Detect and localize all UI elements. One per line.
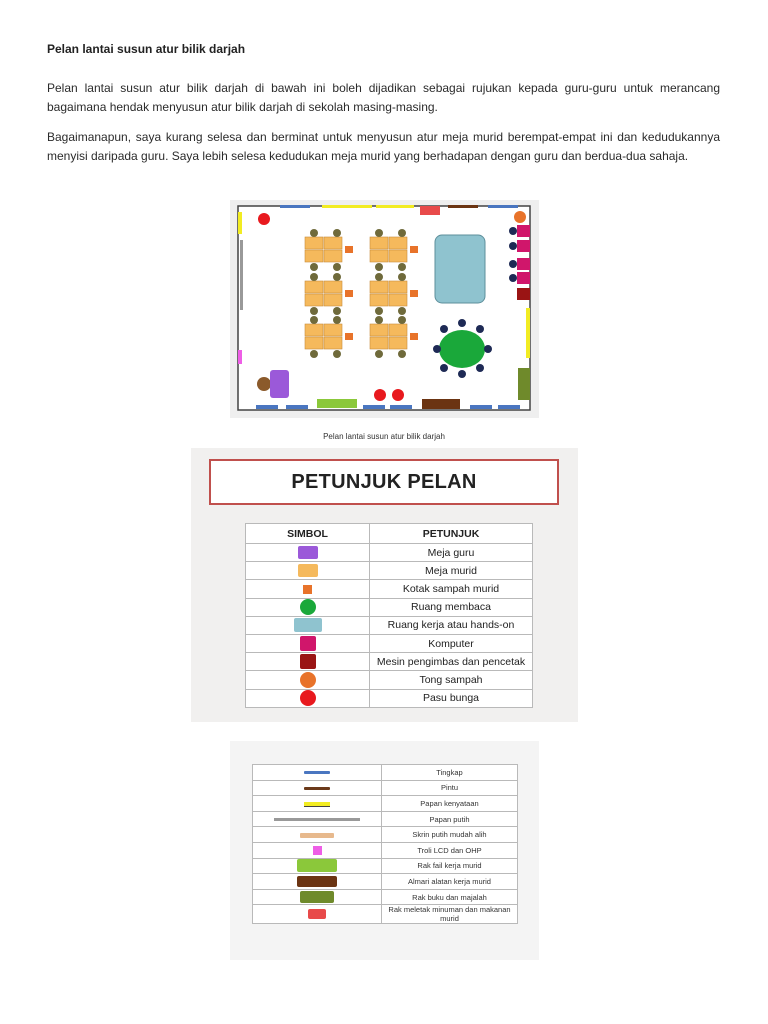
legend-symbol <box>246 562 370 580</box>
legend-label: Rak buku dan majalah <box>382 889 518 905</box>
legend-row <box>246 653 533 671</box>
legend-symbol <box>246 616 370 634</box>
legend-symbol <box>246 580 370 598</box>
legend-label: Rak meletak minuman dan makanan murid <box>382 905 518 924</box>
opinion-paragraph: Bagaimanapun, saya kurang selesa dan berminat untuk menyusun atur meja murid berempat-empat ini dan kedudukannya menyisi daripada guru. Saya lebih selesa kedudukan meja murid yang berhadapan dengan guru dan berdua-dua sahaja. <box>47 130 720 163</box>
legend-row <box>253 889 518 905</box>
legend-symbol <box>246 544 370 562</box>
legend-label: Ruang membaca <box>370 598 533 616</box>
legend-label: Skrin putih mudah alih <box>382 827 518 843</box>
legend-row <box>246 634 533 652</box>
legend-symbol <box>253 858 382 874</box>
symbol-swatch <box>303 585 312 594</box>
legend-heading: PETUNJUK PELAN <box>209 459 559 505</box>
symbol-swatch <box>308 909 326 919</box>
symbol-swatch <box>294 618 322 632</box>
legend-row <box>246 580 533 598</box>
legend-symbol <box>246 634 370 652</box>
symbol-swatch <box>300 672 316 688</box>
legend-symbol <box>253 765 382 781</box>
legend-row <box>253 765 518 781</box>
symbol-swatch <box>304 787 330 790</box>
legend-label: Kotak sampah murid <box>370 580 533 598</box>
legend-symbol <box>253 842 382 858</box>
legend-row <box>253 858 518 874</box>
legend-symbol <box>246 689 370 707</box>
legend-symbol <box>253 796 382 812</box>
legend-label: Troli LCD dan OHP <box>382 842 518 858</box>
intro-paragraph: Pelan lantai susun atur bilik darjah di bawah ini boleh dijadikan sebagai rujukan kepada guru-guru untuk merancang bagaimana hendak menyusun atur bilik darjah di sekolah masing-masing. <box>47 81 720 114</box>
legend-label: Meja guru <box>370 544 533 562</box>
symbol-swatch <box>300 891 334 903</box>
meaning-column-header: PETUNJUK <box>370 524 533 544</box>
legend-label: Meja murid <box>370 562 533 580</box>
legend-label: Tingkap <box>382 765 518 781</box>
symbol-swatch <box>297 876 337 887</box>
symbol-swatch <box>300 654 316 669</box>
legend-label: Pintu <box>382 780 518 796</box>
classroom-floor-plan <box>230 200 539 418</box>
symbol-column-header: SIMBOL <box>246 524 370 544</box>
symbol-swatch <box>300 833 334 838</box>
legend-row <box>246 562 533 580</box>
legend-symbol <box>253 905 382 924</box>
symbol-swatch <box>313 846 322 855</box>
legend-symbol <box>253 780 382 796</box>
legend-row <box>246 671 533 689</box>
legend-symbol <box>253 889 382 905</box>
legend-symbol <box>253 811 382 827</box>
legend-label: Papan kenyataan <box>382 796 518 812</box>
symbol-swatch <box>300 599 316 615</box>
symbol-swatch <box>298 564 318 577</box>
plan-legend-fixtures <box>230 741 539 960</box>
legend-label: Ruang kerja atau hands-on <box>370 616 533 634</box>
legend-label: Pasu bunga <box>370 689 533 707</box>
figure-caption: Pelan lantai susun atur bilik darjah <box>323 432 445 441</box>
legend-row <box>253 796 518 812</box>
legend-row <box>253 780 518 796</box>
legend-symbol <box>246 653 370 671</box>
legend-label: Mesin pengimbas dan pencetak <box>370 653 533 671</box>
document-title: Pelan lantai susun atur bilik darjah <box>47 42 246 56</box>
legend-row <box>253 905 518 924</box>
legend-symbol <box>253 874 382 890</box>
symbol-swatch <box>274 818 360 821</box>
legend-label: Rak fail kerja murid <box>382 858 518 874</box>
symbol-swatch <box>297 859 337 872</box>
legend-row <box>253 827 518 843</box>
symbol-swatch <box>304 802 330 807</box>
legend-header-row <box>246 524 533 544</box>
symbol-swatch <box>300 690 316 706</box>
floor-plan-drawing <box>230 200 539 418</box>
plan-legend-symbols <box>191 448 578 722</box>
legend-row <box>253 874 518 890</box>
legend-row <box>253 811 518 827</box>
symbol-swatch <box>304 771 330 774</box>
symbol-legend-table <box>245 523 533 708</box>
legend-row <box>246 544 533 562</box>
legend-label: Almari alatan kerja murid <box>382 874 518 890</box>
legend-label: Papan putih <box>382 811 518 827</box>
legend-symbol <box>246 671 370 689</box>
legend-symbol <box>253 827 382 843</box>
legend-row <box>246 689 533 707</box>
legend-row <box>253 842 518 858</box>
legend-symbol <box>246 598 370 616</box>
fixture-legend-table <box>252 764 518 924</box>
legend-label: Tong sampah <box>370 671 533 689</box>
symbol-swatch <box>298 546 318 559</box>
legend-label: Komputer <box>370 634 533 652</box>
symbol-swatch <box>300 636 316 651</box>
legend-row <box>246 598 533 616</box>
legend-row <box>246 616 533 634</box>
